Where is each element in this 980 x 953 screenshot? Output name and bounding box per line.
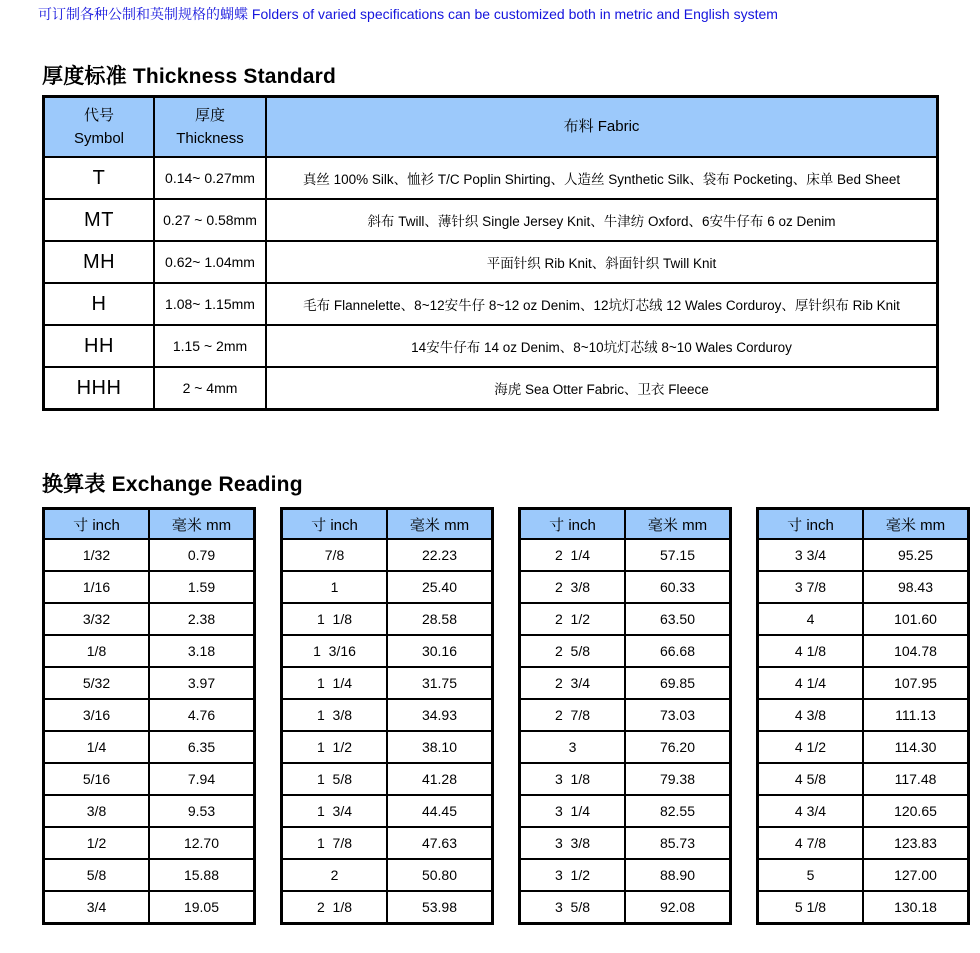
exchange-table-4 [756, 507, 970, 925]
inch-cell: 3 3/8 [520, 827, 626, 859]
thickness-header-en: Thickness [176, 130, 244, 147]
mm-column-header: 毫米 mm [149, 509, 255, 540]
inch-cell: 5/8 [44, 859, 150, 891]
inch-cell: 1 3/4 [282, 795, 388, 827]
exchange-row [758, 859, 969, 891]
exchange-table-2 [280, 507, 494, 925]
exchange-row [758, 539, 969, 571]
inch-cell: 1 1/8 [282, 603, 388, 635]
exchange-row [282, 731, 493, 763]
mm-cell: 15.88 [149, 859, 255, 891]
fabric-cell: 毛布 Flannelette、8~12安牛仔 8~12 oz Denim、12坑灯芯绒 12 Wales Corduroy、厚针织布 Rib Knit [266, 283, 938, 325]
mm-column-header: 毫米 mm [387, 509, 493, 540]
mm-cell: 101.60 [863, 603, 969, 635]
inch-cell: 2 [282, 859, 388, 891]
inch-cell: 3 5/8 [520, 891, 626, 924]
exchange-row [758, 699, 969, 731]
mm-cell: 123.83 [863, 827, 969, 859]
mm-cell: 12.70 [149, 827, 255, 859]
mm-cell: 98.43 [863, 571, 969, 603]
exchange-row [44, 603, 255, 635]
exchange-row [758, 667, 969, 699]
thickness-row [44, 157, 938, 199]
exchange-table-1-header [44, 509, 255, 540]
symbol-column-header [44, 97, 155, 158]
exchange-row [758, 795, 969, 827]
inch-cell: 3 1/4 [520, 795, 626, 827]
exchange-row [520, 763, 731, 795]
exchange-row [758, 571, 969, 603]
mm-cell: 0.79 [149, 539, 255, 571]
inch-cell: 4 1/2 [758, 731, 864, 763]
thickness-row [44, 199, 938, 241]
symbol-header-en: Symbol [73, 130, 125, 147]
exchange-table-3-header [520, 509, 731, 540]
mm-cell: 104.78 [863, 635, 969, 667]
mm-cell: 117.48 [863, 763, 969, 795]
fabric-cell: 真丝 100% Silk、恤衫 T/C Poplin Shirting、人造丝 Synthetic Silk、袋布 Pocketing、床单 Bed Sheet [266, 157, 938, 199]
mm-cell: 50.80 [387, 859, 493, 891]
exchange-row [520, 539, 731, 571]
exchange-row [282, 795, 493, 827]
inch-cell: 5 1/8 [758, 891, 864, 924]
inch-cell: 2 1/4 [520, 539, 626, 571]
mm-column-header: 毫米 mm [863, 509, 969, 540]
mm-cell: 92.08 [625, 891, 731, 924]
exchange-row [520, 827, 731, 859]
inch-cell: 1 3/16 [282, 635, 388, 667]
thickness-row [44, 367, 938, 410]
thickness-cell: 1.15 ~ 2mm [154, 325, 266, 367]
inch-cell: 4 1/4 [758, 667, 864, 699]
fabric-cell: 14安牛仔布 14 oz Denim、8~10坑灯芯绒 8~10 Wales Corduroy [266, 325, 938, 367]
inch-cell: 3 3/4 [758, 539, 864, 571]
exchange-row [282, 539, 493, 571]
exchange-table-body [520, 539, 731, 924]
exchange-table-body [282, 539, 493, 924]
inch-cell: 4 1/8 [758, 635, 864, 667]
mm-cell: 114.30 [863, 731, 969, 763]
inch-cell: 7/8 [282, 539, 388, 571]
inch-cell: 3 1/8 [520, 763, 626, 795]
exchange-row [44, 699, 255, 731]
inch-cell: 1 7/8 [282, 827, 388, 859]
exchange-row [282, 699, 493, 731]
mm-cell: 25.40 [387, 571, 493, 603]
inch-cell: 3/8 [44, 795, 150, 827]
exchange-row [282, 891, 493, 924]
top-note: 可订制各种公制和英制规格的蝴蝶 Folders of varied specifications can be customized both in metric and English system [38, 6, 778, 22]
mm-cell: 3.18 [149, 635, 255, 667]
mm-cell: 7.94 [149, 763, 255, 795]
exchange-row [44, 539, 255, 571]
exchange-row [758, 763, 969, 795]
exchange-header-row [282, 509, 493, 540]
thickness-standard-title: 厚度标准 Thickness Standard [42, 65, 336, 88]
thickness-header-cn: 厚度 [194, 106, 225, 124]
inch-cell: 3/32 [44, 603, 150, 635]
mm-cell: 53.98 [387, 891, 493, 924]
symbol-cell: MH [44, 241, 155, 283]
exchange-table-2-header [282, 509, 493, 540]
exchange-row [44, 763, 255, 795]
exchange-header-row [520, 509, 731, 540]
exchange-row [44, 795, 255, 827]
exchange-table-body [758, 539, 969, 924]
inch-cell: 4 7/8 [758, 827, 864, 859]
thickness-row [44, 283, 938, 325]
inch-column-header: 寸 inch [520, 509, 626, 540]
exchange-row [520, 731, 731, 763]
inch-cell: 2 3/8 [520, 571, 626, 603]
mm-cell: 95.25 [863, 539, 969, 571]
inch-cell: 2 3/4 [520, 667, 626, 699]
exchange-row [520, 571, 731, 603]
thickness-standard-body [44, 157, 938, 410]
symbol-cell: H [44, 283, 155, 325]
inch-cell: 2 1/2 [520, 603, 626, 635]
mm-cell: 69.85 [625, 667, 731, 699]
exchange-row [520, 699, 731, 731]
inch-cell: 2 1/8 [282, 891, 388, 924]
mm-cell: 111.13 [863, 699, 969, 731]
symbol-header-cn: 代号 [83, 106, 114, 124]
exchange-row [520, 635, 731, 667]
inch-column-header: 寸 inch [44, 509, 150, 540]
exchange-row [520, 859, 731, 891]
inch-cell: 3 1/2 [520, 859, 626, 891]
inch-cell: 1 3/8 [282, 699, 388, 731]
exchange-row [44, 827, 255, 859]
mm-cell: 6.35 [149, 731, 255, 763]
exchange-table-4-header [758, 509, 969, 540]
inch-cell: 4 [758, 603, 864, 635]
mm-column-header: 毫米 mm [625, 509, 731, 540]
thickness-header-row [44, 97, 938, 158]
exchange-row [758, 891, 969, 924]
thickness-cell: 0.62~ 1.04mm [154, 241, 266, 283]
exchange-row [44, 891, 255, 924]
exchange-row [520, 667, 731, 699]
mm-cell: 9.53 [149, 795, 255, 827]
mm-cell: 1.59 [149, 571, 255, 603]
symbol-cell: HHH [44, 367, 155, 410]
exchange-row [520, 795, 731, 827]
mm-cell: 2.38 [149, 603, 255, 635]
exchange-row [282, 827, 493, 859]
inch-column-header: 寸 inch [282, 509, 388, 540]
symbol-cell: T [44, 157, 155, 199]
inch-cell: 3 7/8 [758, 571, 864, 603]
mm-cell: 44.45 [387, 795, 493, 827]
inch-cell: 1 1/2 [282, 731, 388, 763]
thickness-row [44, 325, 938, 367]
mm-cell: 22.23 [387, 539, 493, 571]
exchange-row [282, 571, 493, 603]
thickness-column-header [154, 97, 266, 158]
mm-cell: 76.20 [625, 731, 731, 763]
inch-cell: 2 5/8 [520, 635, 626, 667]
exchange-row [758, 731, 969, 763]
fabric-column-header: 布料 Fabric [266, 97, 938, 158]
thickness-row [44, 241, 938, 283]
mm-cell: 79.38 [625, 763, 731, 795]
mm-cell: 107.95 [863, 667, 969, 699]
mm-cell: 57.15 [625, 539, 731, 571]
fabric-cell: 斜布 Twill、薄针织 Single Jersey Knit、牛津纺 Oxford、6安牛仔布 6 oz Denim [266, 199, 938, 241]
thickness-cell: 2 ~ 4mm [154, 367, 266, 410]
mm-cell: 47.63 [387, 827, 493, 859]
symbol-cell: MT [44, 199, 155, 241]
inch-cell: 1/16 [44, 571, 150, 603]
exchange-row [44, 667, 255, 699]
exchange-row [44, 731, 255, 763]
inch-cell: 2 7/8 [520, 699, 626, 731]
exchange-row [44, 859, 255, 891]
inch-cell: 1/32 [44, 539, 150, 571]
inch-cell: 4 3/4 [758, 795, 864, 827]
exchange-row [282, 603, 493, 635]
inch-cell: 3/4 [44, 891, 150, 924]
exchange-row [282, 859, 493, 891]
exchange-table-body [44, 539, 255, 924]
exchange-row [282, 667, 493, 699]
mm-cell: 34.93 [387, 699, 493, 731]
mm-cell: 60.33 [625, 571, 731, 603]
mm-cell: 4.76 [149, 699, 255, 731]
exchange-reading-title: 换算表 Exchange Reading [42, 473, 303, 496]
mm-cell: 82.55 [625, 795, 731, 827]
inch-cell: 4 5/8 [758, 763, 864, 795]
mm-cell: 88.90 [625, 859, 731, 891]
mm-cell: 3.97 [149, 667, 255, 699]
exchange-table-1 [42, 507, 256, 925]
mm-cell: 73.03 [625, 699, 731, 731]
exchange-header-row [758, 509, 969, 540]
exchange-row [44, 571, 255, 603]
fabric-cell: 海虎 Sea Otter Fabric、卫衣 Fleece [266, 367, 938, 410]
exchange-row [282, 635, 493, 667]
inch-cell: 1 [282, 571, 388, 603]
thickness-standard-header [44, 97, 938, 158]
mm-cell: 66.68 [625, 635, 731, 667]
mm-cell: 31.75 [387, 667, 493, 699]
exchange-row [520, 891, 731, 924]
inch-cell: 1/8 [44, 635, 150, 667]
mm-cell: 41.28 [387, 763, 493, 795]
mm-cell: 127.00 [863, 859, 969, 891]
inch-cell: 3 [520, 731, 626, 763]
mm-cell: 120.65 [863, 795, 969, 827]
exchange-row [758, 635, 969, 667]
inch-column-header: 寸 inch [758, 509, 864, 540]
inch-cell: 3/16 [44, 699, 150, 731]
inch-cell: 5/32 [44, 667, 150, 699]
inch-cell: 4 3/8 [758, 699, 864, 731]
thickness-cell: 0.27 ~ 0.58mm [154, 199, 266, 241]
thickness-cell: 0.14~ 0.27mm [154, 157, 266, 199]
inch-cell: 1/2 [44, 827, 150, 859]
exchange-table-3 [518, 507, 732, 925]
inch-cell: 1/4 [44, 731, 150, 763]
fabric-cell: 平面针织 Rib Knit、斜面针织 Twill Knit [266, 241, 938, 283]
thickness-standard-table [42, 95, 939, 411]
mm-cell: 63.50 [625, 603, 731, 635]
exchange-row [758, 603, 969, 635]
mm-cell: 38.10 [387, 731, 493, 763]
exchange-row [282, 763, 493, 795]
mm-cell: 130.18 [863, 891, 969, 924]
mm-cell: 28.58 [387, 603, 493, 635]
exchange-row [758, 827, 969, 859]
symbol-cell: HH [44, 325, 155, 367]
exchange-row [520, 603, 731, 635]
inch-cell: 1 1/4 [282, 667, 388, 699]
inch-cell: 5/16 [44, 763, 150, 795]
exchange-row [44, 635, 255, 667]
inch-cell: 5 [758, 859, 864, 891]
exchange-tables-row [42, 507, 970, 925]
exchange-header-row [44, 509, 255, 540]
mm-cell: 19.05 [149, 891, 255, 924]
inch-cell: 1 5/8 [282, 763, 388, 795]
thickness-cell: 1.08~ 1.15mm [154, 283, 266, 325]
mm-cell: 85.73 [625, 827, 731, 859]
mm-cell: 30.16 [387, 635, 493, 667]
